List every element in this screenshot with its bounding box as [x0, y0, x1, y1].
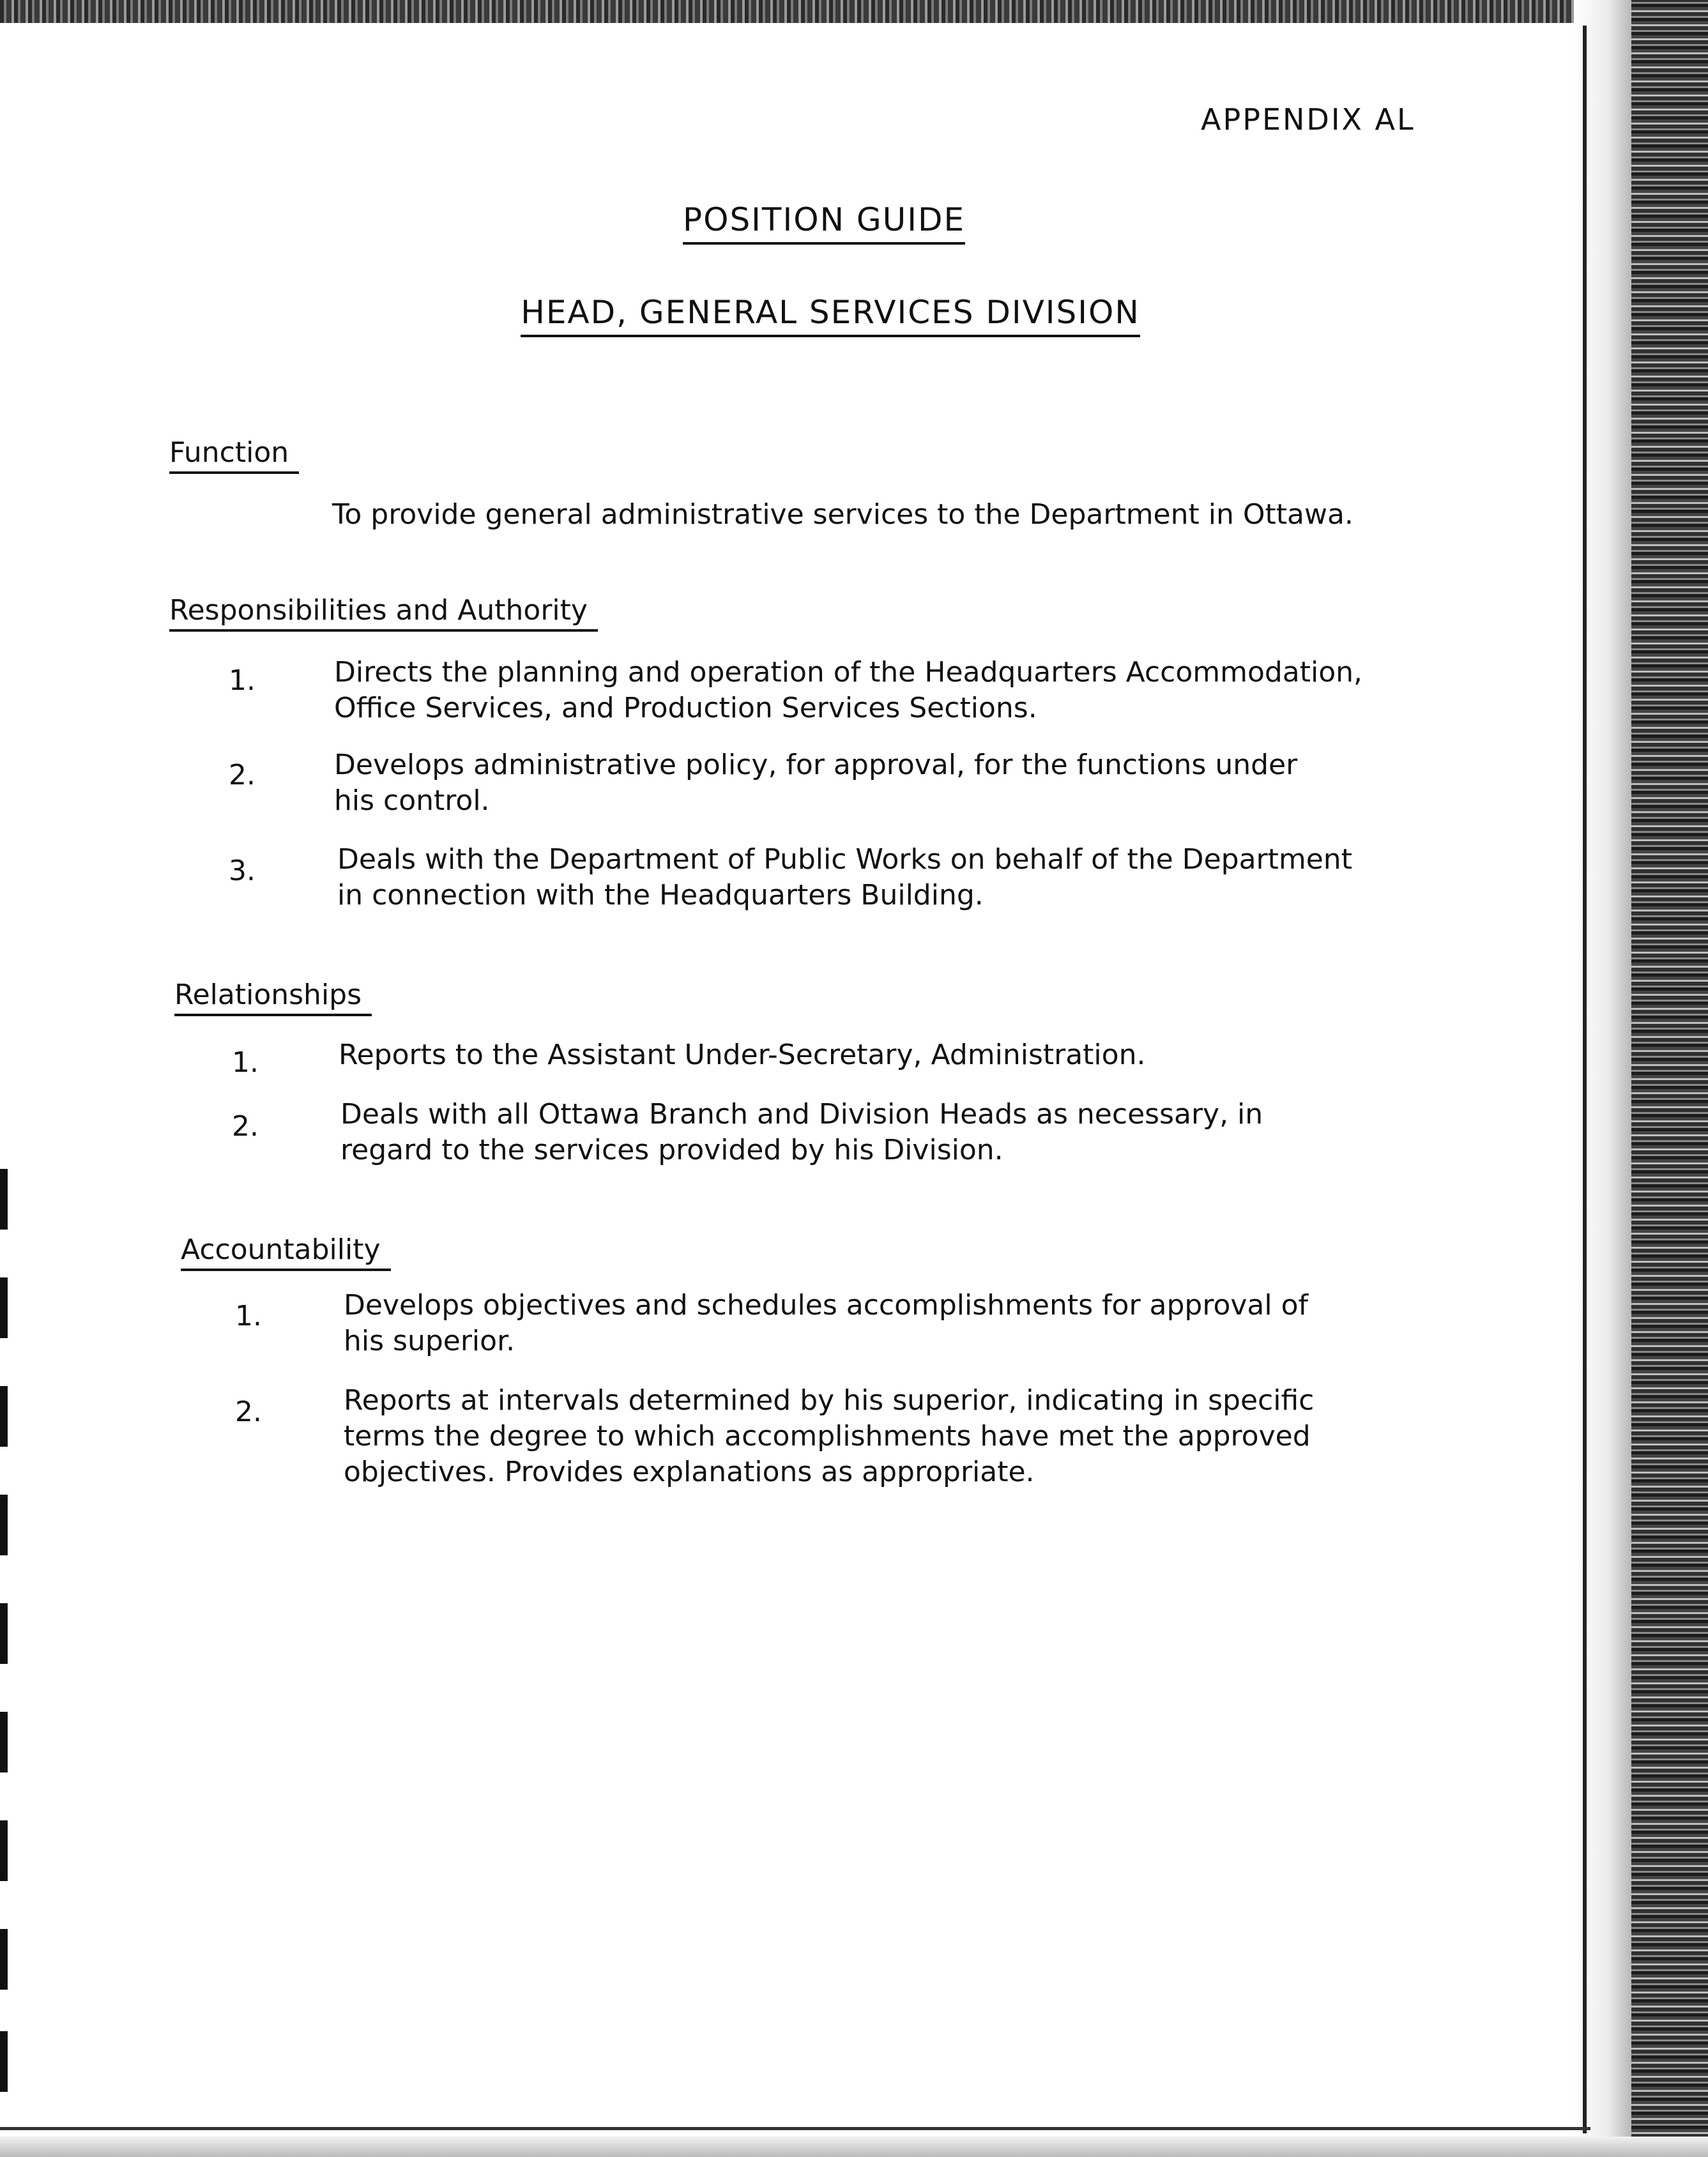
document-title-text: POSITION GUIDE — [683, 201, 965, 245]
relationship-number: 1. — [232, 1046, 259, 1079]
responsibility-item — [337, 842, 1352, 913]
binder-hole — [0, 1603, 8, 1664]
document-subtitle — [0, 294, 1559, 337]
function-heading: Function — [169, 436, 299, 474]
responsibility-line: Directs the planning and operation of the Headquarters Accommodation, — [334, 656, 1363, 689]
accountability-line: Develops objectives and schedules accomplishments for approval of — [344, 1289, 1309, 1322]
responsibility-number: 1. — [229, 664, 255, 697]
binder-hole — [0, 1169, 8, 1230]
relationship-line: regard to the services provided by his Division. — [340, 1134, 1003, 1166]
binder-hole — [0, 1277, 8, 1338]
responsibility-number: 3. — [229, 855, 255, 887]
scan-top-edge — [0, 0, 1597, 23]
responsibility-line: Office Services, and Production Services Sections. — [334, 692, 1037, 724]
responsibility-line: Develops administrative policy, for approval, for the functions under — [334, 749, 1298, 781]
accountability-heading: Accountability — [181, 1233, 391, 1271]
page-border-right — [1583, 26, 1587, 2133]
document-title — [0, 201, 1559, 245]
relationships-heading: Relationships — [174, 979, 372, 1016]
binder-hole — [0, 1929, 8, 1990]
accountability-line: Reports at intervals determined by his superior, indicating in specific — [344, 1384, 1315, 1417]
accountability-line: objectives. Provides explanations as appropriate. — [344, 1456, 1035, 1488]
responsibility-item — [334, 747, 1297, 819]
accountability-line: terms the degree to which accomplishments have met the approved — [344, 1420, 1311, 1452]
responsibility-line: Deals with the Department of Public Works on behalf of the Department — [337, 843, 1352, 876]
binder-hole — [0, 1820, 8, 1881]
relationship-number: 2. — [232, 1110, 259, 1143]
function-text: To provide general administrative services to the Department in Ottawa. — [332, 498, 1353, 531]
responsibilities-heading: Responsibilities and Authority — [169, 594, 598, 632]
scan-bottom-edge — [0, 2137, 1708, 2157]
responsibility-line: in connection with the Headquarters Building. — [337, 879, 984, 911]
relationship-line: Deals with all Ottawa Branch and Division Heads as necessary, in — [340, 1098, 1263, 1131]
appendix-label: APPENDIX AL — [1201, 102, 1415, 137]
binder-hole — [0, 2031, 8, 2092]
accountability-number: 2. — [235, 1396, 262, 1428]
relationship-item — [339, 1037, 1145, 1073]
responsibility-item — [334, 655, 1362, 726]
relationship-line: Reports to the Assistant Under-Secretary, Administration. — [339, 1039, 1146, 1071]
accountability-number: 1. — [235, 1300, 262, 1332]
relationship-item — [340, 1097, 1263, 1168]
document-subtitle-text: HEAD, GENERAL SERVICES DIVISION — [521, 294, 1140, 337]
binder-hole — [0, 1495, 8, 1555]
binder-hole — [0, 1712, 8, 1772]
page-border-bottom — [0, 2127, 1590, 2130]
accountability-item — [344, 1288, 1308, 1359]
responsibility-number: 2. — [229, 759, 255, 791]
binder-hole — [0, 1386, 8, 1447]
accountability-item — [344, 1383, 1314, 1490]
accountability-line: his superior. — [344, 1325, 515, 1357]
scan-right-edge — [1631, 0, 1708, 2157]
responsibility-line: his control. — [334, 784, 490, 817]
